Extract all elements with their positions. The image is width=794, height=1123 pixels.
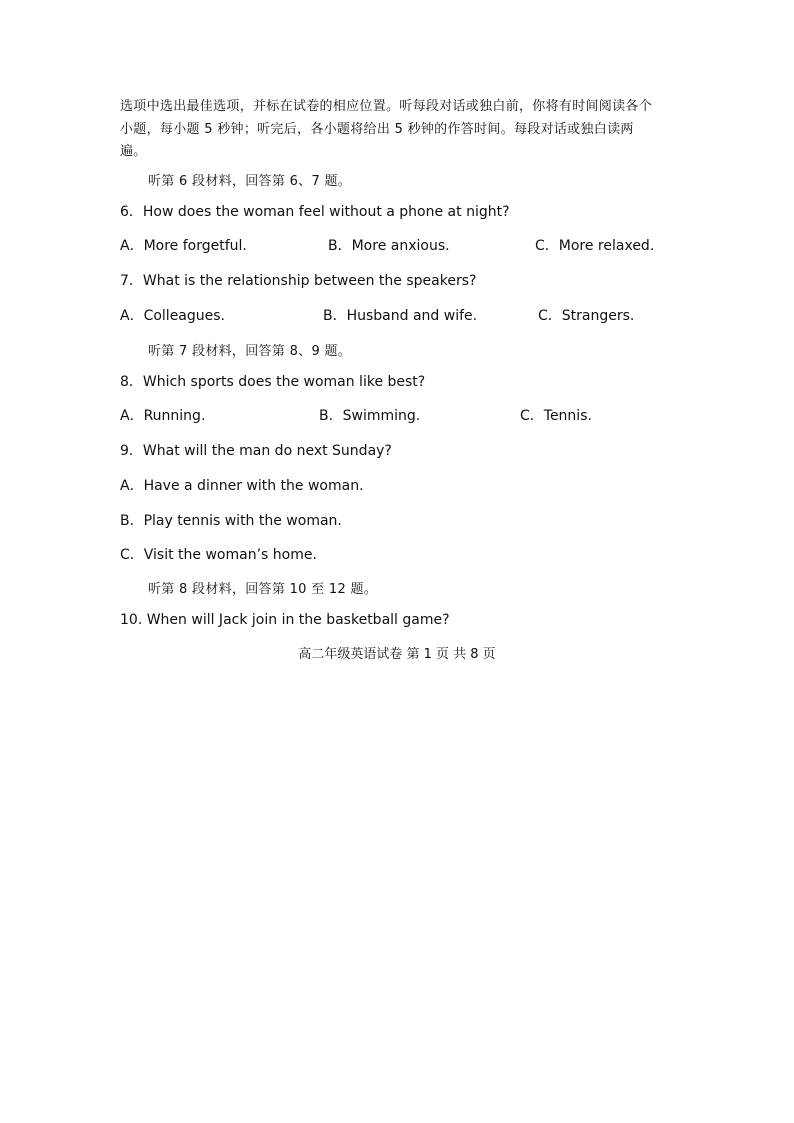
option-b: B．More anxious.: [328, 238, 450, 254]
option-a: A．Have a dinner with the woman.: [120, 478, 364, 494]
question-stem: 9．What will the man do next Sunday?: [120, 443, 392, 459]
question-stem: 8．Which sports does the woman like best?: [120, 374, 426, 390]
option-b: B．Swimming.: [319, 408, 421, 424]
option-c: C．Strangers.: [538, 308, 635, 324]
option-c: C．Visit the woman’s home.: [120, 547, 317, 563]
option-b: B．Husband and wife.: [323, 308, 478, 324]
option-a: A．More forgetful.: [120, 238, 247, 254]
option-a: A．Colleagues.: [120, 308, 226, 324]
instructions-line-1: 选项中选出最佳选项，并标在试卷的相应位置。听每段对话或独白前，你将有时间阅读各个: [120, 99, 653, 114]
option-b: B．Play tennis with the woman.: [120, 513, 342, 529]
question-stem: 10. When will Jack join in the basketball game?: [120, 612, 450, 628]
section-heading: 听第 8 段材料，回答第 10 至 12 题。: [148, 582, 378, 597]
page-footer: 高二年级英语试卷 第 1 页 共 8 页: [298, 647, 496, 662]
instructions-line-3: 遍。: [120, 144, 147, 159]
option-c: C．Tennis.: [520, 408, 592, 424]
section-heading: 听第 6 段材料，回答第 6、7 题。: [148, 174, 352, 189]
option-a: A．Running.: [120, 408, 206, 424]
option-c: C．More relaxed.: [535, 238, 655, 254]
question-stem: 6．How does the woman feel without a phone at night?: [120, 204, 510, 220]
section-heading: 听第 7 段材料，回答第 8、9 题。: [148, 344, 352, 359]
instructions-line-2: 小题，每小题 5 秒钟；听完后，各小题将给出 5 秒钟的作答时间。每段对话或独白读两: [120, 122, 634, 137]
question-stem: 7．What is the relationship between the speakers?: [120, 273, 477, 289]
